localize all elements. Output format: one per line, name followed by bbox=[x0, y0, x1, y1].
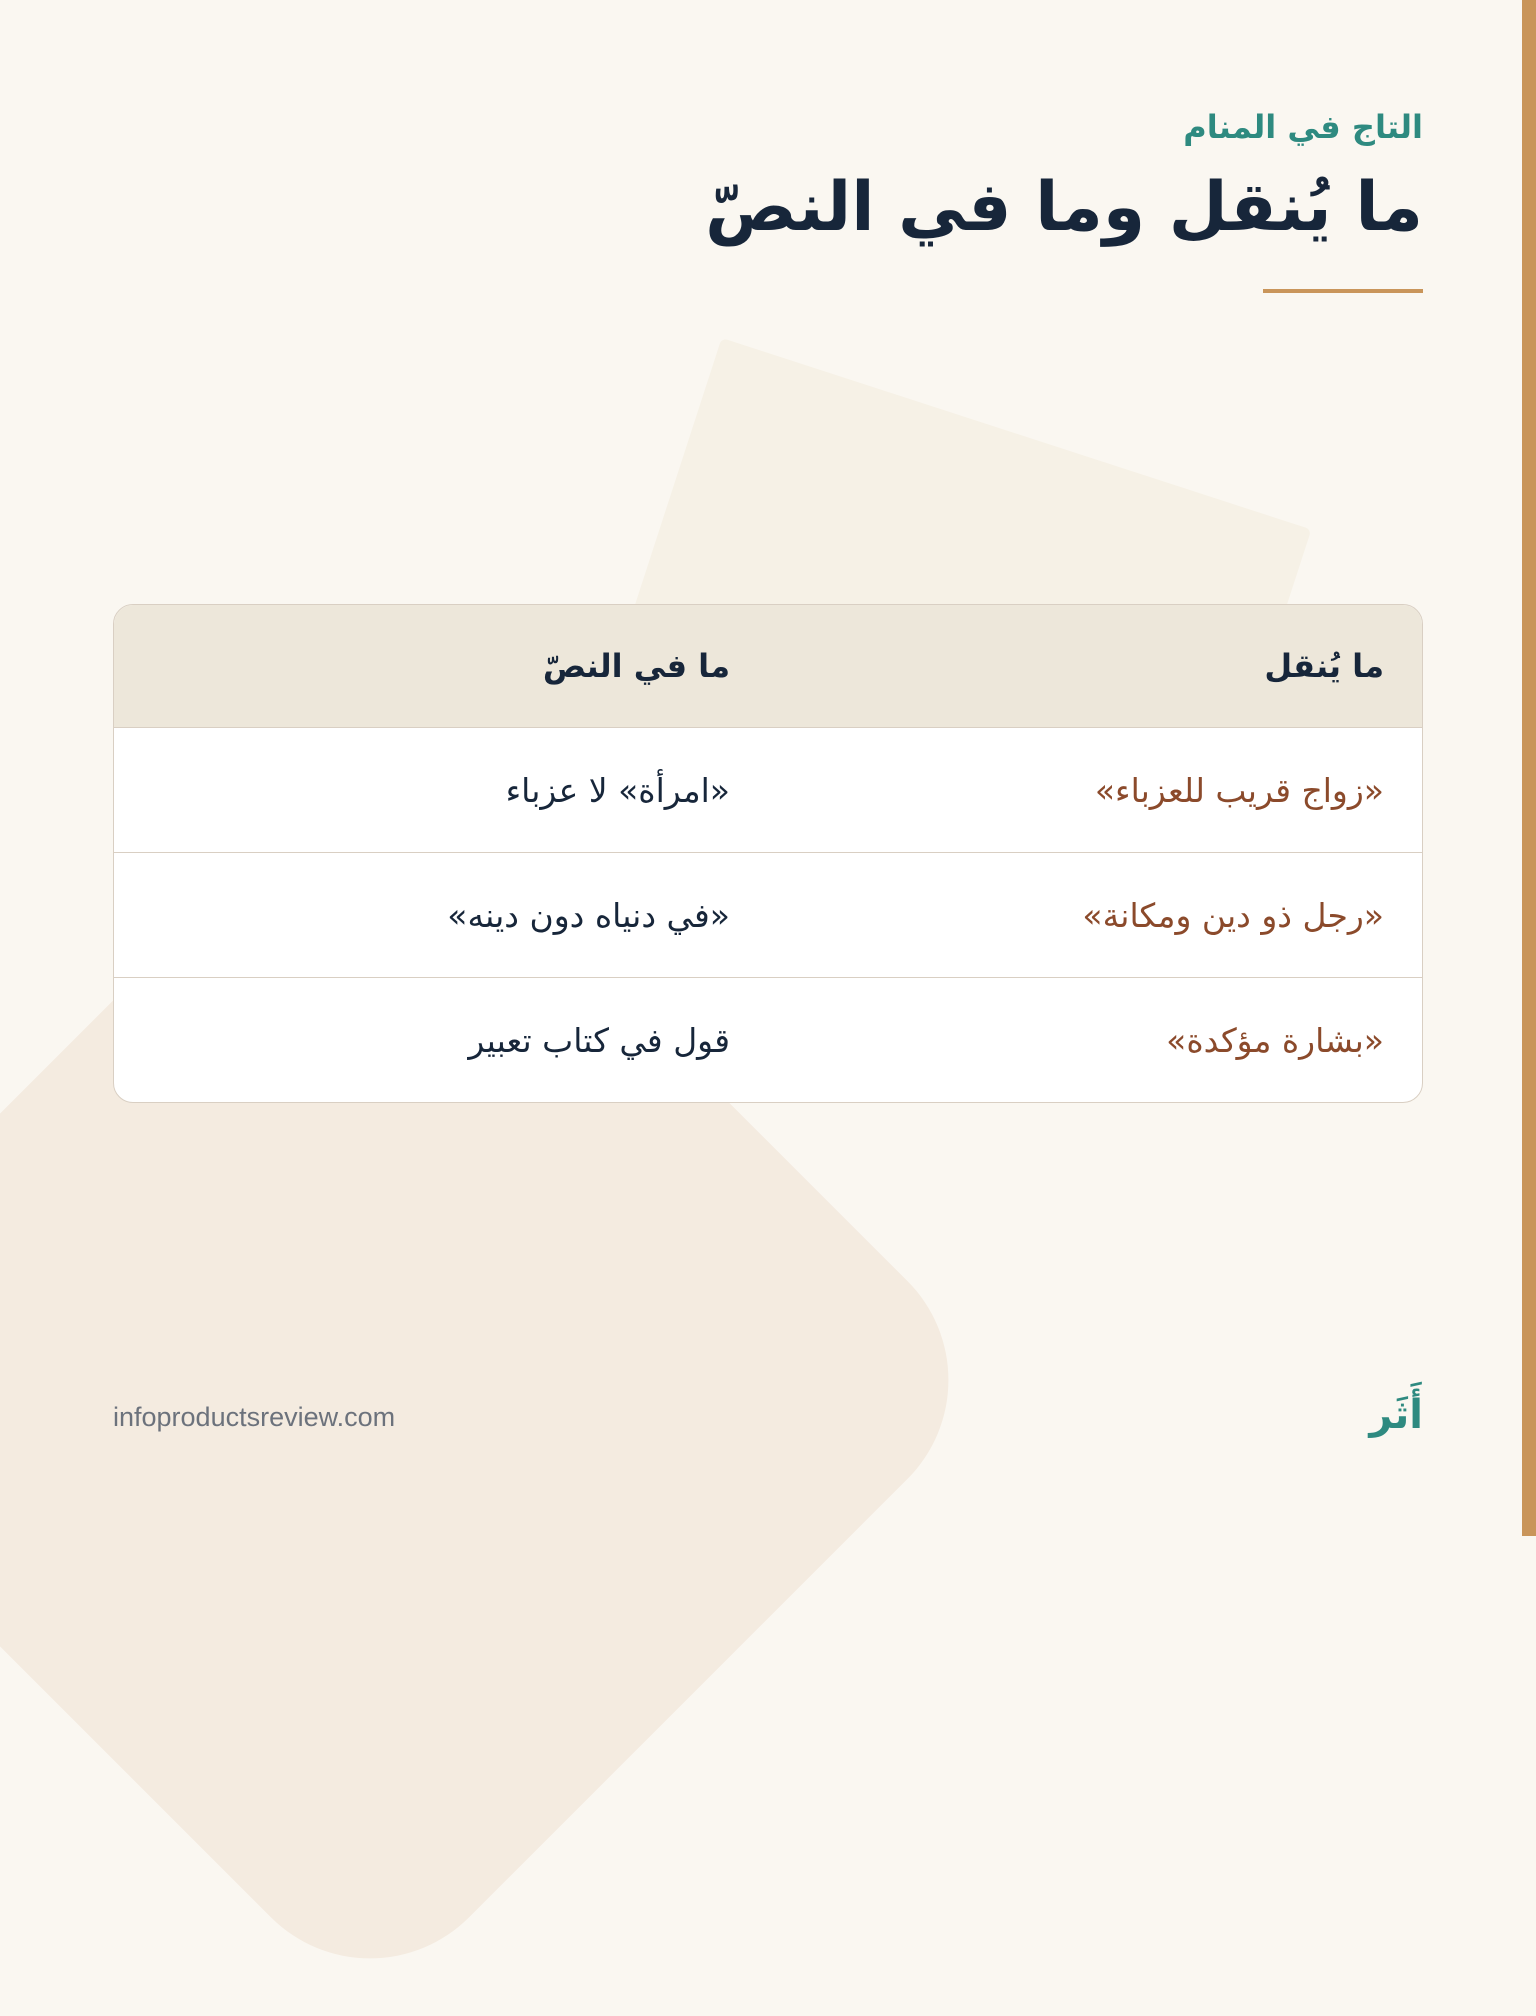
column-header: ما في النصّ bbox=[542, 647, 730, 685]
column-header: ما يُنقل bbox=[1264, 647, 1384, 685]
eyebrow-label: التاج في المنام bbox=[1183, 108, 1423, 146]
page-title: ما يُنقل وما في النصّ bbox=[705, 168, 1423, 247]
table-cell: قول في كتاب تعبير bbox=[468, 1020, 730, 1060]
table-cell: «امرأة» لا عزباء bbox=[505, 770, 730, 810]
table-header-row bbox=[114, 605, 1422, 727]
table-cell: «بشارة مؤكدة» bbox=[1166, 1020, 1384, 1060]
brand-logo: أَثَر bbox=[1369, 1392, 1423, 1438]
table-cell: «رجل ذو دين ومكانة» bbox=[1082, 895, 1384, 935]
accent-bar bbox=[1522, 0, 1536, 1536]
footer-url: infoproductsreview.com bbox=[113, 1402, 396, 1432]
title-underline bbox=[1263, 289, 1423, 293]
table-row bbox=[114, 977, 1422, 1102]
comparison-table bbox=[113, 604, 1423, 1103]
table-row bbox=[114, 852, 1422, 977]
table-row bbox=[114, 727, 1422, 852]
table-cell: «في دنياه دون دينه» bbox=[447, 895, 730, 935]
table-cell: «زواج قريب للعزباء» bbox=[1094, 770, 1384, 810]
